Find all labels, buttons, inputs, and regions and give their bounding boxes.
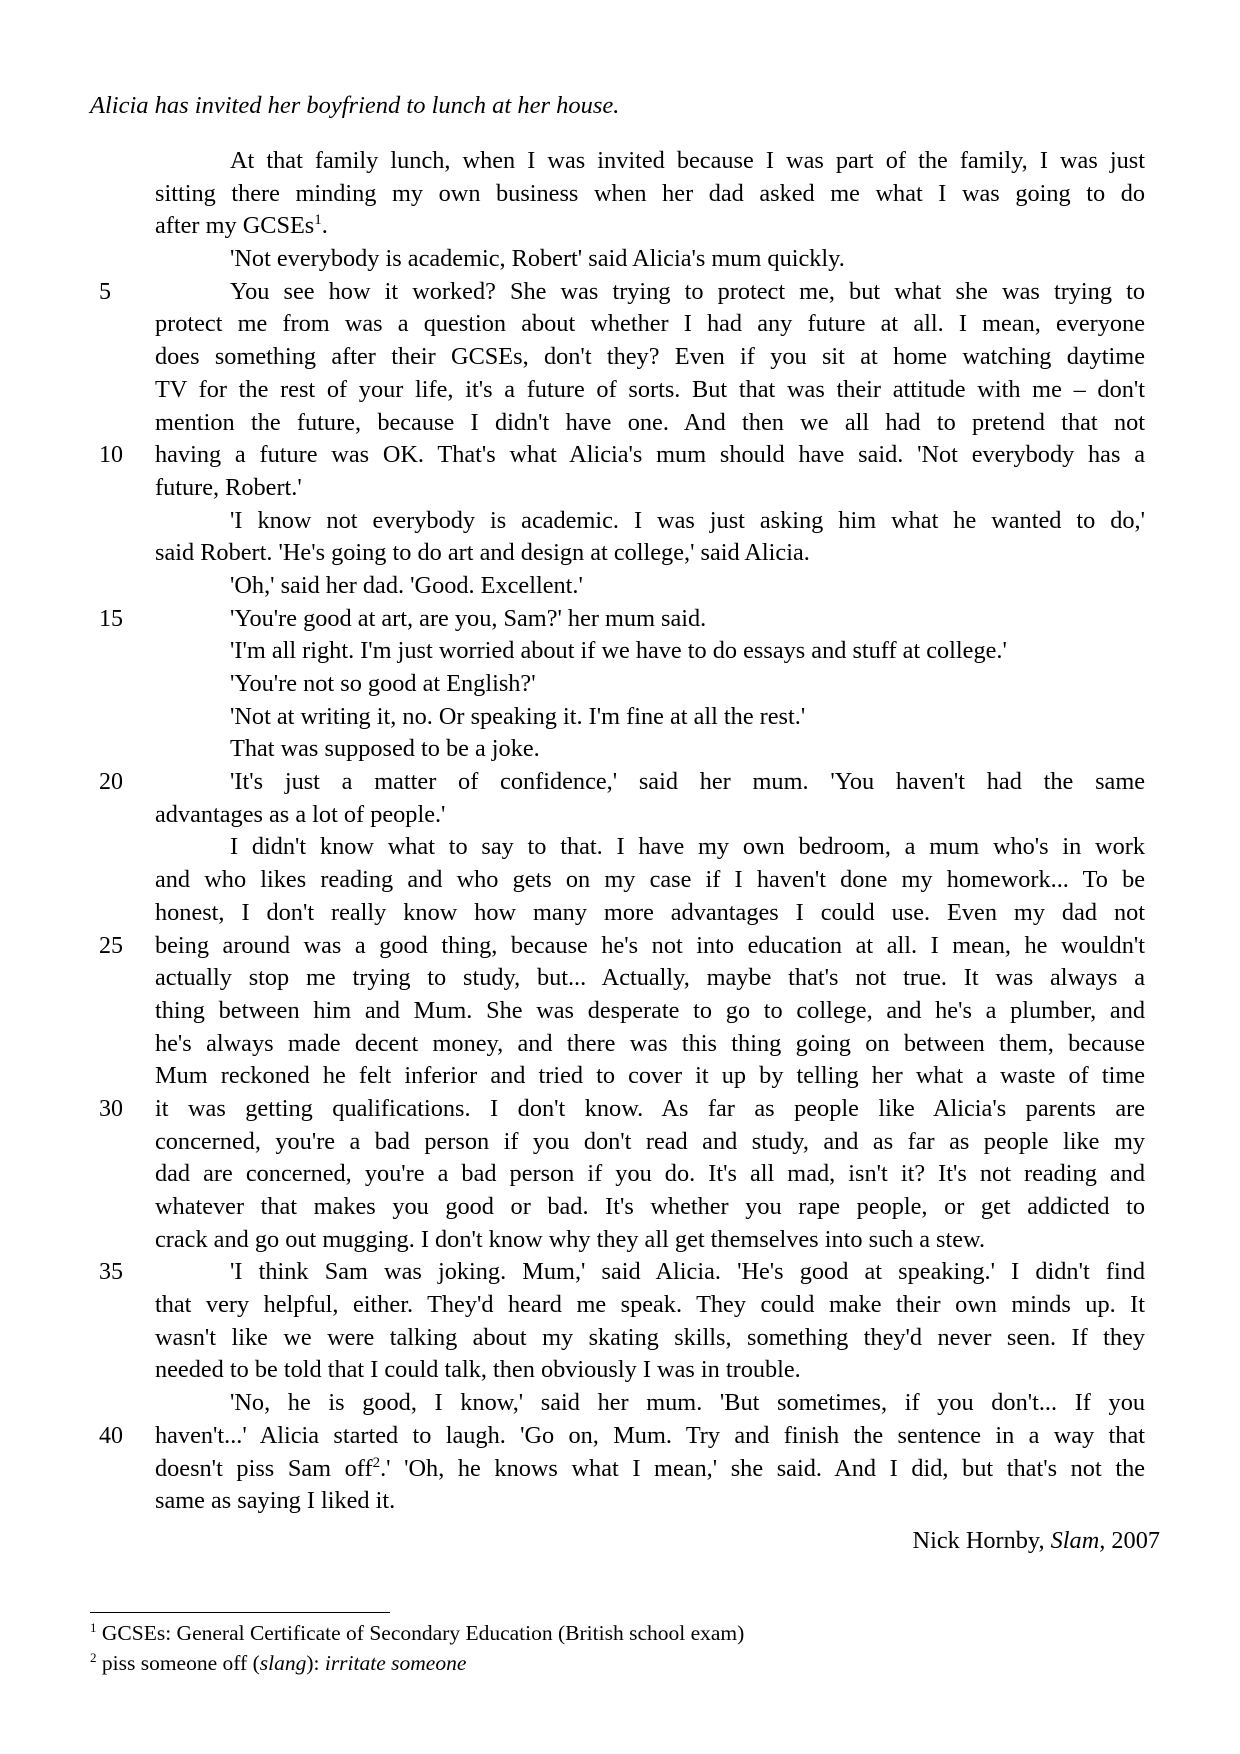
line-text: same as saying I liked it. [155,1487,396,1515]
passage-line [155,668,1145,701]
line-text: haven't...' Alicia started to laugh. 'Go on, Mum. Try and finish the sentence in a way that [155,1421,1145,1449]
passage-line [155,1322,1145,1355]
line-text: 'Not at writing it, no. Or speaking it. I'm fine at all the rest.' [230,702,806,730]
footnote-mark: 2 [90,1649,97,1665]
line-text: honest, I don't really know how many more advantages I could use. Even my dad not [155,898,1145,926]
passage-line [99,930,1145,963]
passage-line [155,178,1145,211]
line-text: crack and go out mugging. I don't know why they all get themselves into such a stew. [155,1225,986,1253]
passage-line [155,1060,1145,1093]
line-text: 'It's just a matter of confidence,' said her mum. 'You haven't had the same [230,768,1145,796]
passage-line [155,537,1145,570]
source-author: Nick Hornby, [912,1527,1051,1554]
line-text: he's always made decent money, and there was this thing going on between them, because [155,1029,1145,1057]
passage-line [155,243,1145,276]
passage-line [99,766,1145,799]
passage-line [99,1256,1145,1289]
passage-line [155,1387,1145,1420]
passage-line [155,341,1145,374]
line-text: whatever that makes you good or bad. It's whether you rape people, or get addicted to [155,1193,1145,1220]
passage-line [155,1191,1145,1224]
line-text: 'Not everybody is academic, Robert' said Alicia's mum quickly. [230,245,845,273]
passage-line [155,733,1145,766]
footnote-1 [90,1618,744,1648]
line-number: 20 [99,769,123,796]
line-text: actually stop me trying to study, but... Actually, maybe that's not true. It was always a [155,964,1145,992]
passage-line [155,374,1145,407]
passage-line [155,210,1145,243]
line-text: sitting there minding my own business when her dad asked me what I was going to do [155,179,1145,207]
line-number: 25 [99,932,123,959]
footnote-divider [90,1612,390,1613]
line-number: 40 [99,1422,123,1449]
source-citation [913,1527,1160,1555]
passage-line [155,897,1145,930]
passage-line [155,1028,1145,1061]
line-text: doesn't piss Sam off$^2$.' 'Oh, he knows what I mean,' she said. And I did, but that's not the [155,1454,1146,1482]
line-text: 'You're not so good at English?' [230,670,536,697]
passage-line [155,1354,1145,1387]
footnotes [90,1618,744,1678]
line-text: and who likes reading and who gets on my case if I haven't done my homework... To be [155,866,1145,894]
footnote-2 [90,1648,744,1678]
passage-line [155,1126,1145,1159]
passage-line [155,962,1145,995]
footnote-text: piss someone off (slang): irritate someone [96,1651,467,1675]
line-text: I didn't know what to say to that. I have my own bedroom, a mum who's in work [230,833,1145,861]
line-text: thing between him and Mum. She was desperate to go to college, and he's a plumber, and [155,996,1145,1024]
line-number: 10 [99,442,123,469]
passage-line [99,439,1145,472]
passage-line [155,701,1145,734]
line-text: does something after their GCSEs, don't they? Even if you sit at home watching daytime [155,343,1145,371]
passage-text [99,145,1146,1518]
line-text: future, Robert.' [155,473,302,501]
line-text: concerned, you're a bad person if you don't read and study, and as far as people like my [155,1127,1145,1155]
source-year: 2007 [1105,1527,1160,1554]
line-text: 'I know not everybody is academic. I was just asking him what he wanted to do,' [230,506,1145,534]
line-text: At that family lunch, when I was invited because I was part of the family, I was just [230,147,1145,174]
line-text: it was getting qualifications. I don't know. As far as people like Alicia's parents are [155,1094,1145,1122]
line-text: 'You're good at art, are you, Sam?' her mum said. [230,604,707,632]
line-number: 15 [99,605,123,632]
line-text: wasn't like we were talking about my skating skills, something they'd never seen. If they [155,1323,1145,1351]
line-text: that very helpful, either. They'd heard me speak. They could make their own minds up. It [155,1291,1145,1319]
passage-line [155,472,1145,505]
passage-line [155,308,1145,341]
line-text: That was supposed to be a joke. [230,735,540,763]
line-text: TV for the rest of your life, it's a future of sorts. But that was their attitude with me – don't [155,375,1145,403]
passage-line [99,603,1145,636]
footnote-text: GCSEs: General Certificate of Secondary Education (British school exam) [96,1621,745,1645]
line-text: needed to be told that I could talk, then obviously I was in trouble. [155,1356,801,1384]
passage-line [155,1289,1145,1322]
passage-line [155,995,1145,1028]
passage-line [99,1420,1145,1453]
line-text: having a future was OK. That's what Alicia's mum should have said. 'Not everybody has a [155,441,1145,469]
line-text: 'I'm all right. I'm just worried about if we have to do essays and stuff at college.' [230,637,1007,665]
passage-line [99,1093,1145,1126]
passage-line [155,864,1145,897]
line-text: dad are concerned, you're a bad person if you do. It's all mad, isn't it? It's not reading and [155,1160,1145,1188]
passage-line [99,276,1145,309]
line-text: being around was a good thing, because he's not into education at all. I mean, he wouldn't [155,931,1145,959]
line-text: protect me from was a question about whether I had any future at all. I mean, everyone [155,310,1145,338]
line-text: 'Oh,' said her dad. 'Good. Excellent.' [230,571,583,599]
passage-line [155,407,1145,440]
passage-line [155,505,1145,538]
line-text: advantages as a lot of people.' [155,800,446,828]
passage-line [155,145,1145,178]
line-text: after my GCSEs$^1$. [155,212,328,240]
line-text: You see how it worked? She was trying to protect me, but what she was trying to [230,277,1145,305]
passage-line [155,1453,1145,1486]
line-text: said Robert. 'He's going to do art and design at college,' said Alicia. [155,539,810,567]
line-text: 'I think Sam was joking. Mum,' said Alicia. 'He's good at speaking.' I didn't find [230,1258,1145,1286]
line-number: 5 [99,278,111,305]
line-text: mention the future, because I didn't have one. And then we all had to pretend that not [155,408,1145,436]
passage-line [155,1158,1145,1191]
passage-line [155,635,1145,668]
line-number: 35 [99,1259,123,1286]
line-text: 'No, he is good, I know,' said her mum. 'But sometimes, if you don't... If you [230,1389,1145,1417]
passage-line [155,831,1145,864]
passage-line [155,1485,1145,1518]
footnote-mark: 1 [90,1619,97,1635]
passage-line [155,570,1145,603]
line-number: 30 [99,1095,123,1122]
line-text: Mum reckoned he felt inferior and tried to cover it up by telling her what a waste of time [155,1062,1145,1090]
passage-line [155,799,1145,832]
passage-line [155,1224,1145,1257]
intro-caption: Alicia has invited her boyfriend to lunch at her house. [90,92,620,119]
source-title: Slam, [1050,1527,1106,1554]
